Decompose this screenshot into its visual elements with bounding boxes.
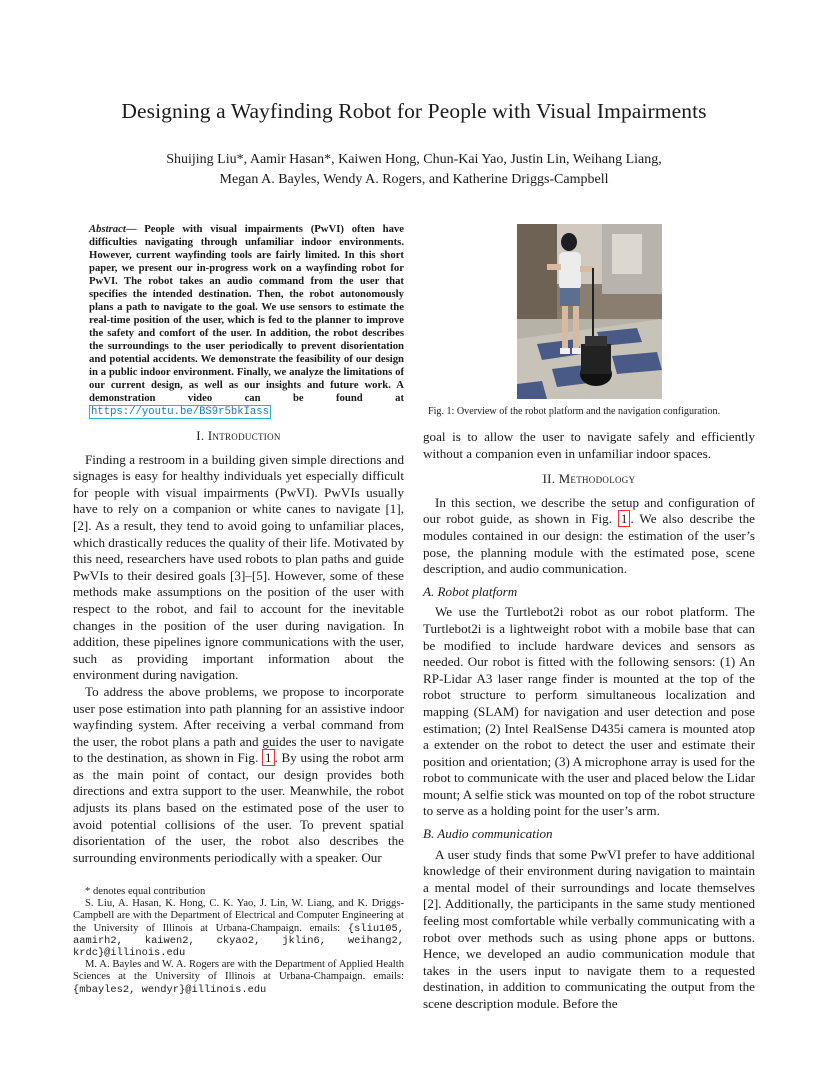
left-column	[73, 223, 404, 866]
footnote-affiliation-2-text: M. A. Bayles and W. A. Rogers are with the Department of Applied Health Sciences at the University of Illinois at Urbana-Champaign. emails:	[73, 959, 404, 983]
footnote-emails-1: {sliu105, aamirh2, kaiwen2, ckyao2, jklin6, weihang2, krdc}@illinois.edu	[73, 922, 404, 960]
intro-paragraph-2	[73, 684, 404, 867]
right-column	[423, 429, 755, 1013]
intro-paragraph-2-continued: goal is to allow the user to navigate safely and efficiently without a companion even in unfamiliar indoor spaces.	[423, 429, 755, 461]
subsection-heading-audio-communication: B. Audio communication	[423, 826, 553, 842]
audio-communication-paragraph: A user study finds that some PwVI prefer to have additional knowledge of their environment during navigation to maintain a mental model of their surroundings and locate themselves [2]. Additionally, the participants in the same study mentioned feeling most comfortable while verbally communicating with a robot over methods such as using phone apps or buttons. Hence, we developed an audio communication module that takes in the users input to navigate them to a requested destination, in addition to communicating the output from the scene description module. Before the	[423, 846, 755, 1011]
figure-caption: Fig. 1: Overview of the robot platform and the navigation configuration.	[428, 406, 721, 417]
authors-line-2: Megan A. Bayles, Wendy A. Rogers, and Katherine Driggs-Campbell	[219, 172, 609, 187]
intro-paragraph-1: Finding a restroom in a building given simple directions and signages is easy for healthy individuals yet especially difficult for people with visual impairments (PwVI). PwVIs usually have to rely on a companion or white canes to navigate [1], [2]. As a result, they tend to avoid going to unfamiliar places, which drastically reduces the quality of their life. Motivated by this need, researchers have used robots to plan paths and guide PwVIs to their desired goals [3]–[5]. However, some of these methods make assumptions on the position of the user with respect to the robot, and fail to account for the inevitable changes in the position of the user during navigation. In addition, these pipelines ignore communications with the user, such as providing important information about the environment during navigation.	[73, 451, 404, 683]
intro-p2-text: To address the above problems, we propose to incorporate user pose estimation into path planning for an assistive indoor wayfinding system. After receiving a verbal command from the user, the robot plans a path and guides the user to navigate to the destination, as shown in Fig.	[73, 683, 404, 766]
robot-platform-paragraph: We use the Turtlebot2i robot as our robot platform. The Turtlebot2i is a lightweight robot with a mobile base that can be modified to include hardware devices and sensors as needed. Our robot is fitted with the following sensors: (1) An RP-Lidar A3 laser range finder is mounted at the top of the robot structure to perform simultaneous localization and mapping (SLAM) for navigation and user detection and pose estimation; (2) Intel RealSense D435i camera is mounted atop a extender on the robot to detect the user and estimate their position and orientation; (3) A microphone array is used for the robot to communicate with the user and placed below the Lidar mount; A selfie stick was mounted on top of the robot structure to serve as a holding point for the user’s arm.	[423, 604, 755, 819]
footnote-affiliation-1-text: S. Liu, A. Hasan, K. Hong, C. K. Yao, J. Lin, W. Liang, and K. Driggs-Campbell are with the Department of Electrical and Computer Engineering at the University of Illinois at Urbana-Champaign. emails:	[73, 898, 404, 934]
methodology-p1-text: In this section, we describe the setup and configuration of our robot guide, as shown in Fig.	[423, 494, 755, 527]
abstract-text: — People with visual impairments (PwVI) often have difficulties navigating through unfamiliar indoor environments. However, current wayfinding tools are fairly limited. In this short paper, we present our in-progress work on a wayfinding robot for PwVI. The robot takes an audio command from the user that specifies the intended destination. Then, the robot autonomously plans a path to navigate to the goal. We use sensors to estimate the real-time position of the user, which is fed to the planner to improve the safety and comfort of the user. In addition, the robot describes the surroundings to the user periodically to prevent disorientation and potential accidents. We demonstrate the feasibility of our design in a public indoor environment. Finally, we analyze the limitations of our current design, as well as our insights and future work. A demonstration video can be found at	[89, 223, 404, 404]
abstract-lead: Abstract	[89, 223, 126, 235]
subsection-heading-robot-platform: A. Robot platform	[423, 583, 518, 599]
section-title: Introduction	[207, 429, 281, 443]
figure-reference-link[interactable]: 1	[618, 510, 631, 527]
robot-photo-illustration	[517, 224, 662, 399]
intro-p2-text-cont: . By using the robot arm as the main point of contact, our design provides both directions and extra support to the user. Meanwhile, the robot adjusts its plans based on the estimated pose of the user to avoid potential collisions of the user. To prevent spatial disorientation of the user, the robot also describes the surrounding environments periodically with a speaker. Our	[73, 750, 404, 865]
demo-video-link[interactable]: https://youtu.be/BS9r5bkIass	[91, 406, 270, 418]
author-list	[0, 150, 828, 190]
section-number: II.	[542, 472, 559, 487]
figure-robot-photo	[517, 224, 662, 399]
section-heading-introduction	[73, 428, 404, 445]
authors-line-1: Shuijing Liu*, Aamir Hasan*, Kaiwen Hong, Chun-Kai Yao, Justin Lin, Weihang Liang,	[166, 152, 662, 167]
footnote-affiliation-2	[73, 959, 404, 996]
footnotes	[73, 886, 404, 996]
footnote-equal-contribution: * denotes equal contribution	[85, 886, 206, 897]
footnote-affiliation-1	[73, 898, 404, 959]
section-number: I.	[196, 429, 208, 443]
footnote-emails-2: {mbayles2, wendyr}@illinois.edu	[73, 983, 267, 996]
paper-title: Designing a Wayfinding Robot for People with Visual Impairments	[121, 99, 707, 123]
methodology-paragraph-1	[423, 495, 755, 578]
abstract	[89, 223, 404, 419]
methodology-p1-text-cont: . We also describe the modules contained in our design: the estimation of the user’s pose, the planning module with the estimated pose, scene description, and audio communication.	[423, 511, 755, 577]
section-heading-methodology	[423, 471, 755, 488]
section-title: Methodology	[558, 472, 636, 487]
figure-reference-link[interactable]: 1	[262, 749, 275, 766]
